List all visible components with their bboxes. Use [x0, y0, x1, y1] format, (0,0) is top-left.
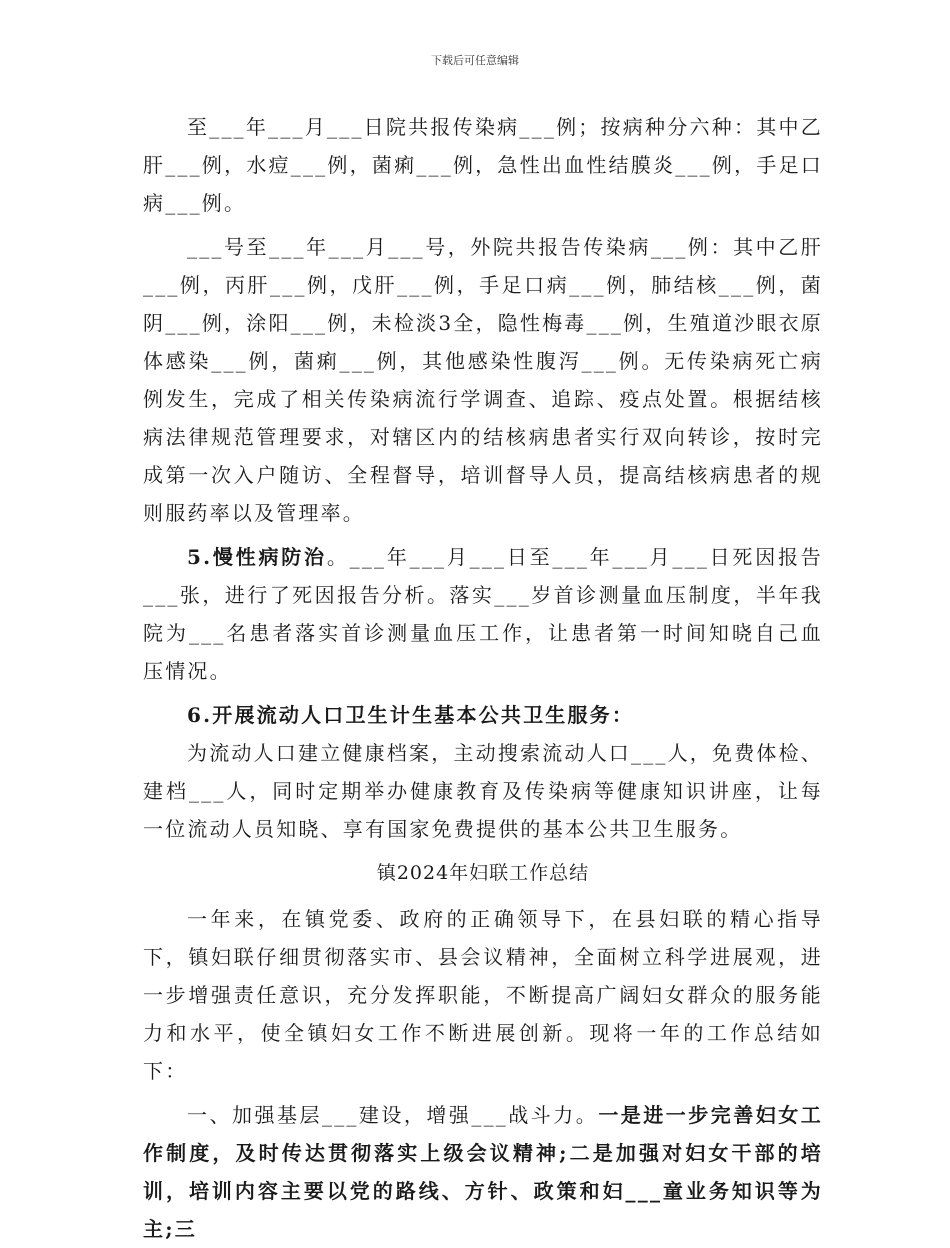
- paragraph-floating-population: 为流动人口建立健康档案，主动搜索流动人口___人，免费体检、建档___人，同时定期举办健康教育及传染病等健康知识讲座，让每一位流动人员知晓、享有国家免费提供的基本公共卫生服务。: [143, 741, 823, 841]
- page-header: 下载后可任意编辑: [431, 54, 519, 67]
- paragraph-infectious-outside: ___号至___年___月___号，外院共报告传染病___例：其中乙肝___例，丙肝___例，戊肝___例，手足口病___例，肺结核___例，菌阴___例，涂阳___例，未检淡3全，隐性梅毒___例，生殖道沙眼衣原体感染___例，菌痢___例，其他感染性腹泻___例。无传染病死亡病例发生，完成了相关传染病流行学调查、追踪、疫点处置。根据结核病法律规范管理要求，对辖区内的结核病患者实行双向转诊，按时完成第一次入户随访、全程督导，培训督导人员，提高结核病患者的规则服药率以及管理率。: [143, 235, 823, 525]
- paragraph-summary-intro: 一年来，在镇党委、政府的正确领导下，在县妇联的精心指导下，镇妇联仔细贯彻落实市、县会议精神，全面树立科学进展观，进一步增强责任意识，充分发挥职能，不断提高广阔妇女群众的服务能力和水平，使全镇妇女工作不断进展创新。现将一年的工作总结如下：: [143, 907, 823, 1083]
- grassroots-heading: 一、加强基层___建设，增强___战斗力。: [187, 1103, 599, 1127]
- heading-chronic-disease: 5.慢性病防治: [187, 545, 327, 569]
- section-title: 镇2024年妇联工作总结: [376, 862, 590, 884]
- chronic-disease-text: 。___年___月___日至___年___月___日死因报告___张，进行了死因报告分析。落实___岁首诊测量血压制度，半年我院为___名患者落实首诊测量血压工作，让患者第一时间知晓自己血压情况。: [143, 545, 823, 683]
- paragraph-grassroots: [143, 1096, 823, 1248]
- paragraph-chronic-disease: [143, 538, 823, 690]
- document-body: [143, 108, 823, 1248]
- heading-floating-population: 6.开展流动人口卫生计生基本公共卫生服务：: [187, 703, 635, 727]
- grassroots-bold-text: 一是进一步完善妇女工作制度，及时传达贯彻落实上级会议精神;二是加强对妇女干部的培训，培训内容主要以党的路线、方针、政策和妇___童业务知识等为主;三: [143, 1103, 824, 1241]
- paragraph-infectious-hospital: 至___年___月___日院共报传染病___例；按病种分六种：其中乙肝___例，水痘___例，菌痢___例，急性出血性结膜炎___例，手足口病___例。: [143, 115, 823, 215]
